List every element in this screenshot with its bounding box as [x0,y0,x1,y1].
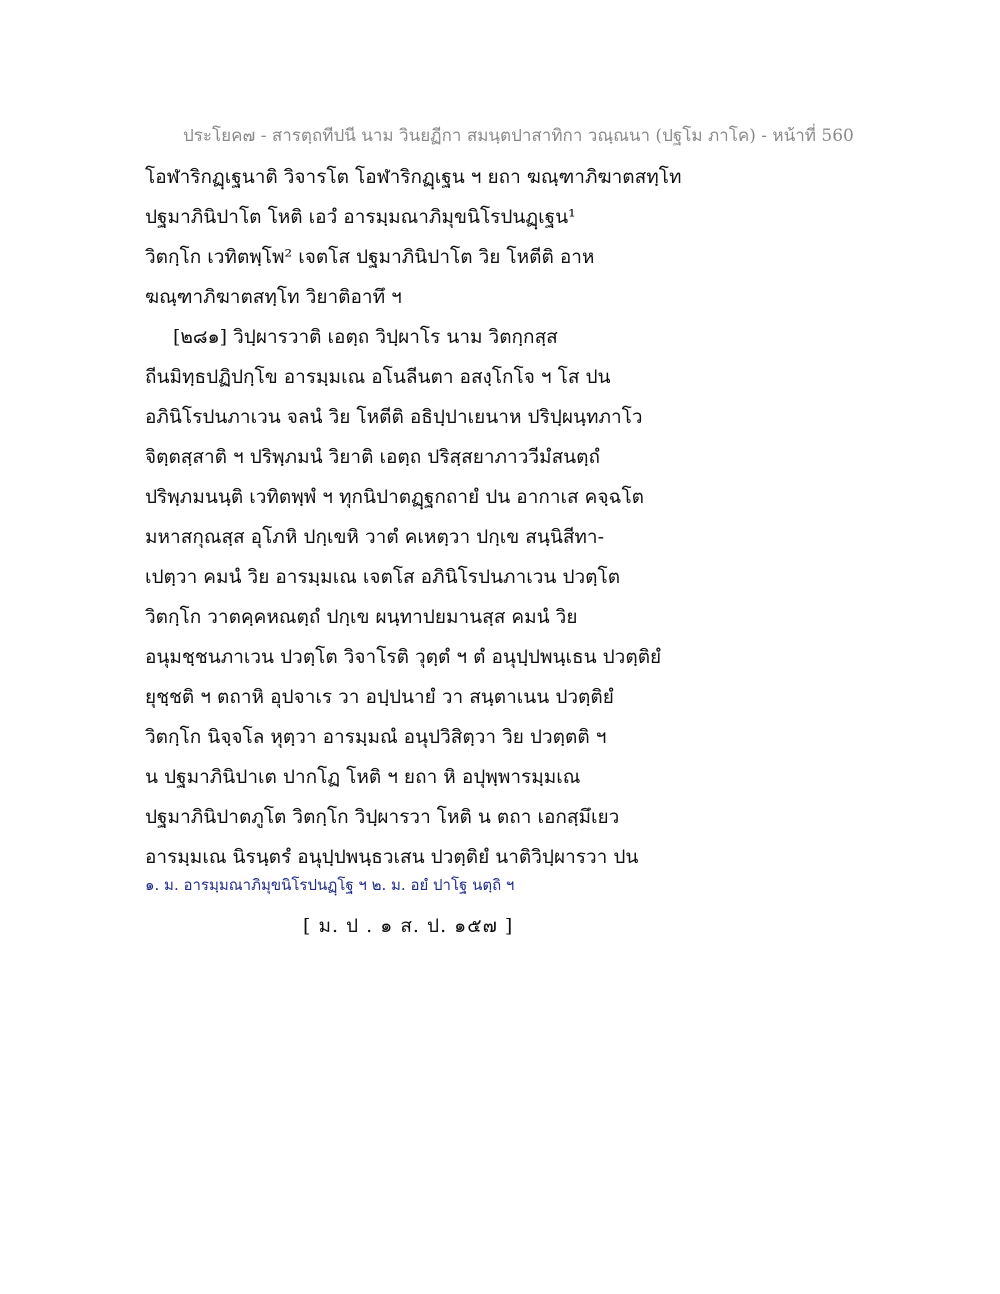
text-line: วิตกฺโก วาตคฺคหณตฺถํ ปกฺเข ผนฺทาปยมานสฺส คมนํ วิย [145,606,578,628]
text-line: อภินิโรปนภาเวน จลนํ วิย โหตีติ อธิปฺปาเยนาห ปริปฺผนฺทภาโว [145,406,643,428]
text-line: อนุมชฺชนภาเวน ปวตฺโต วิจาโรติ วุตฺตํ ฯ ตํ อนุปฺปพนฺเธน ปวตฺติยํ [145,646,662,668]
text-line: มหาสกุณสฺส อุโภหิ ปกฺเขหิ วาตํ คเหตฺวา ปกฺเข สนฺนิสีทา- [145,526,605,548]
page-header: ประโยค๗ - สารตฺถทีปนี นาม วินยฏีกา สมนฺตปาสาทิกา วณฺณนา (ปฐโม ภาโค) - หน้าที่ 560 [183,126,854,146]
text-line: วิตกฺโก นิจฺจโล หุตฺวา อารมฺมณํ อนุปวิสิตฺวา วิย ปวตฺตติ ฯ [145,726,607,748]
text-line: ถีนมิทฺธปฏิปกฺโข อารมฺมเณ อโนลีนตา อสงฺโกโจ ฯ โส ปน [145,366,611,388]
text-line: ปฐมาภินิปาโต โหติ เอวํ อารมฺมณาภิมุขนิโรปนฏฺเฐน¹ [145,206,576,228]
text-line: อารมฺมเณ นิรนฺตรํ อนุปฺปพนฺธวเสน ปวตฺติยํ นาติวิปฺผารวา ปน [145,846,639,868]
text-line: ปริพฺภมนนฺติ เวทิตพฺพํ ฯ ทุกนิปาตฏฺฐกถายํ ปน อากาเส คจฺฉโต [145,486,644,508]
text-line: ฆณฺฑาภิฆาตสทฺโท วิยาติอาทึ ฯ [145,286,402,308]
text-line: น ปฐมาภินิปาเต ปากโฏ โหติ ฯ ยถา หิ อปุพฺพารมฺมเณ [145,766,581,788]
text-line: เปตฺวา คมนํ วิย อารมฺมเณ เจตโส อภินิโรปนภาเวน ปวตฺโต [145,566,621,588]
paragraph-start-line: [๒๘๑] วิปฺผารวาติ เอตฺถ วิปฺผาโร นาม วิตกฺกสฺส [173,326,558,348]
text-line: โอฬาริกฏฺเฐนาติ วิจารโต โอฬาริกฏฺเฐน ฯ ยถา ฆณฺฑาภิฆาตสทฺโท [145,166,682,188]
text-line: ยุชฺชติ ฯ ตถาหิ อุปจาเร วา อปฺปนายํ วา สนฺตาเนน ปวตฺติยํ [145,686,614,708]
footnote: ๑. ม. อารมฺมณาภิมุขนิโรปนฏฺโฐ ฯ ๒. ม. อยํ ปาโฐ นตฺถิ ฯ [145,876,515,894]
page-reference: [ ม. ป . ๑ ส. ป. ๑๕๗ ] [303,915,514,937]
body-text [145,157,705,877]
text-line: จิตฺตสฺสาติ ฯ ปริพฺภมนํ วิยาติ เอตฺถ ปริสฺสยาภาววีมํสนตฺถํ [145,446,601,468]
text-line: ปฐมาภินิปาตภูโต วิตกฺโก วิปฺผารวา โหติ น ตถา เอกสฺมึเยว [145,806,620,828]
text-line: วิตกฺโก เวทิตพฺโพ² เจตโส ปฐมาภินิปาโต วิย โหตีติ อาห [145,246,595,268]
